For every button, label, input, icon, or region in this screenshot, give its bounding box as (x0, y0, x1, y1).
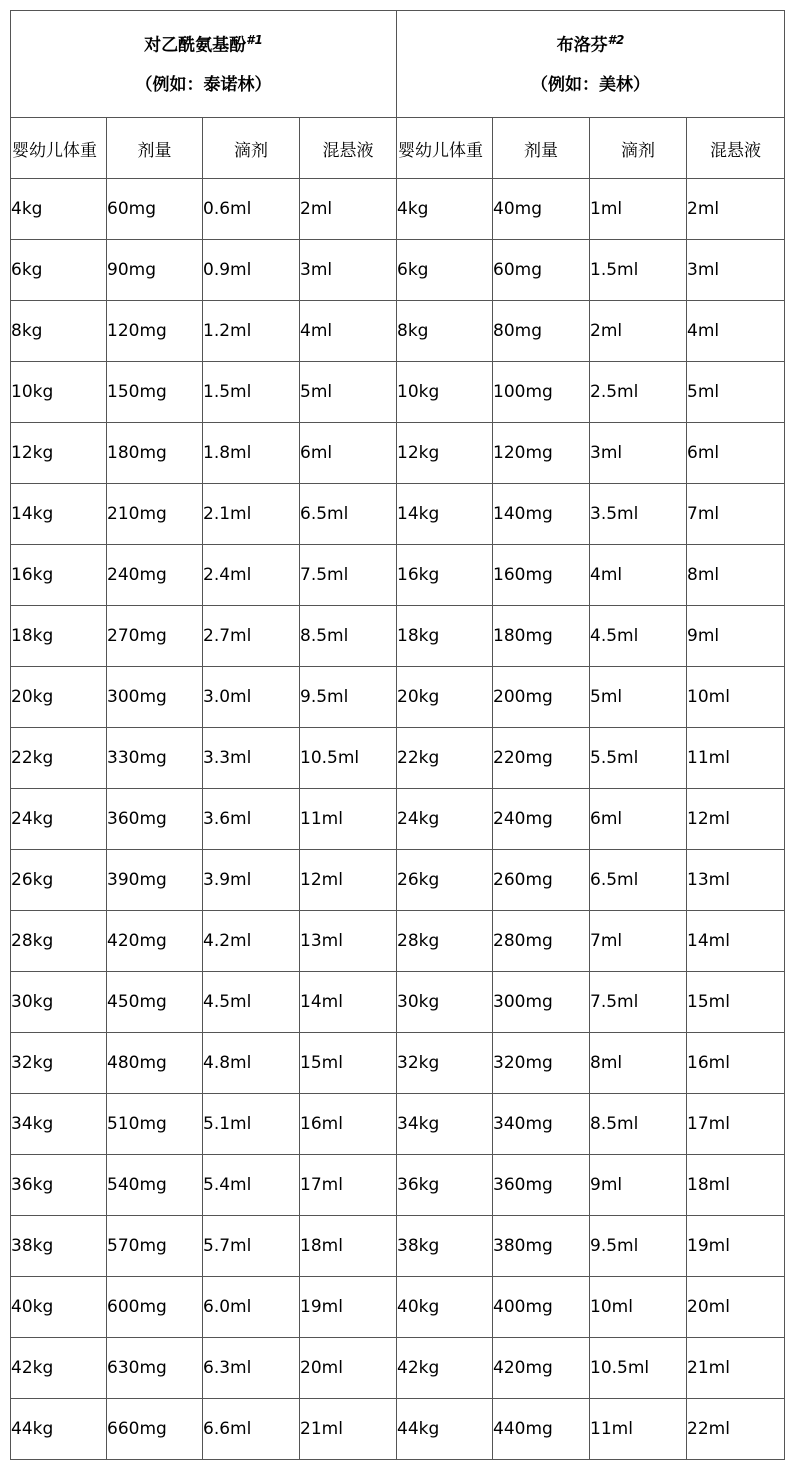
dose-cell: 120mg (493, 423, 590, 484)
dose-cell: 420mg (493, 1338, 590, 1399)
table-row (11, 545, 785, 606)
table-row (11, 1094, 785, 1155)
table-row (11, 728, 785, 789)
weight-cell: 36kg (11, 1155, 107, 1216)
dose-cell: 240mg (107, 545, 203, 606)
dose-cell: 120mg (107, 301, 203, 362)
drops-cell: 8ml (590, 1033, 687, 1094)
drug-example: （例如：泰诺林） (135, 74, 272, 95)
drops-cell: 3ml (590, 423, 687, 484)
table-row (11, 1216, 785, 1277)
weight-cell: 16kg (397, 545, 493, 606)
dose-cell: 330mg (107, 728, 203, 789)
weight-cell: 24kg (11, 789, 107, 850)
acetaminophen-header (11, 11, 397, 118)
weight-cell: 40kg (11, 1277, 107, 1338)
column-header-drops: 滴剂 (203, 118, 300, 179)
table-row (11, 972, 785, 1033)
weight-cell: 42kg (11, 1338, 107, 1399)
suspension-cell: 13ml (687, 850, 785, 911)
weight-cell: 36kg (397, 1155, 493, 1216)
suspension-cell: 15ml (300, 1033, 397, 1094)
drops-cell: 4.8ml (203, 1033, 300, 1094)
weight-cell: 38kg (397, 1216, 493, 1277)
table-row (11, 179, 785, 240)
table-row (11, 667, 785, 728)
drops-cell: 4.5ml (590, 606, 687, 667)
drops-cell: 3.3ml (203, 728, 300, 789)
dose-cell: 60mg (493, 240, 590, 301)
weight-cell: 10kg (11, 362, 107, 423)
suspension-cell: 22ml (687, 1399, 785, 1460)
weight-cell: 30kg (11, 972, 107, 1033)
dose-cell: 200mg (493, 667, 590, 728)
dose-cell: 210mg (107, 484, 203, 545)
drops-cell: 6.5ml (590, 850, 687, 911)
dose-cell: 570mg (107, 1216, 203, 1277)
weight-cell: 8kg (397, 301, 493, 362)
suspension-cell: 7.5ml (300, 545, 397, 606)
drops-cell: 5ml (590, 667, 687, 728)
dose-cell: 380mg (493, 1216, 590, 1277)
weight-cell: 34kg (11, 1094, 107, 1155)
weight-cell: 8kg (11, 301, 107, 362)
suspension-cell: 4ml (687, 301, 785, 362)
drops-cell: 6.0ml (203, 1277, 300, 1338)
weight-cell: 44kg (11, 1399, 107, 1460)
dose-cell: 630mg (107, 1338, 203, 1399)
drops-cell: 6ml (590, 789, 687, 850)
weight-cell: 4kg (397, 179, 493, 240)
table-row (11, 1033, 785, 1094)
drops-cell: 1.2ml (203, 301, 300, 362)
dose-cell: 160mg (493, 545, 590, 606)
dose-cell: 300mg (493, 972, 590, 1033)
drug-title: 对乙酰氨基酚$^{\#1}$ (144, 33, 263, 56)
drops-cell: 2.5ml (590, 362, 687, 423)
column-header-dose: 剂量 (107, 118, 203, 179)
suspension-cell: 13ml (300, 911, 397, 972)
drops-cell: 7ml (590, 911, 687, 972)
drops-cell: 3.9ml (203, 850, 300, 911)
table-row (11, 606, 785, 667)
weight-cell: 42kg (397, 1338, 493, 1399)
weight-cell: 32kg (397, 1033, 493, 1094)
drops-cell: 1ml (590, 179, 687, 240)
weight-cell: 28kg (397, 911, 493, 972)
weight-cell: 26kg (11, 850, 107, 911)
drops-cell: 5.1ml (203, 1094, 300, 1155)
dose-cell: 60mg (107, 179, 203, 240)
column-header-suspension: 混悬液 (687, 118, 785, 179)
dose-cell: 180mg (493, 606, 590, 667)
dose-cell: 140mg (493, 484, 590, 545)
weight-cell: 38kg (11, 1216, 107, 1277)
weight-cell: 20kg (397, 667, 493, 728)
drops-cell: 5.7ml (203, 1216, 300, 1277)
column-header-drops: 滴剂 (590, 118, 687, 179)
suspension-cell: 5ml (300, 362, 397, 423)
dose-cell: 450mg (107, 972, 203, 1033)
dose-cell: 280mg (493, 911, 590, 972)
weight-cell: 26kg (397, 850, 493, 911)
dose-cell: 540mg (107, 1155, 203, 1216)
suspension-cell: 3ml (687, 240, 785, 301)
weight-cell: 34kg (397, 1094, 493, 1155)
suspension-cell: 19ml (300, 1277, 397, 1338)
drops-cell: 6.6ml (203, 1399, 300, 1460)
table-row (11, 301, 785, 362)
drops-cell: 1.5ml (203, 362, 300, 423)
suspension-cell: 8ml (687, 545, 785, 606)
table-row (11, 362, 785, 423)
dose-cell: 420mg (107, 911, 203, 972)
drops-cell: 5.5ml (590, 728, 687, 789)
suspension-cell: 6.5ml (300, 484, 397, 545)
table-row (11, 1399, 785, 1460)
column-header-weight: 婴幼儿体重 (397, 118, 493, 179)
suspension-cell: 4ml (300, 301, 397, 362)
table-row (11, 789, 785, 850)
suspension-cell: 17ml (687, 1094, 785, 1155)
weight-cell: 30kg (397, 972, 493, 1033)
dosage-table (10, 10, 785, 1460)
suspension-cell: 18ml (300, 1216, 397, 1277)
dose-cell: 260mg (493, 850, 590, 911)
dose-cell: 440mg (493, 1399, 590, 1460)
drops-cell: 9ml (590, 1155, 687, 1216)
drops-cell: 4.5ml (203, 972, 300, 1033)
suspension-cell: 11ml (687, 728, 785, 789)
dose-cell: 150mg (107, 362, 203, 423)
drug-example: （例如：美林） (531, 74, 650, 95)
weight-cell: 44kg (397, 1399, 493, 1460)
drops-cell: 0.6ml (203, 179, 300, 240)
suspension-cell: 10ml (687, 667, 785, 728)
dose-cell: 600mg (107, 1277, 203, 1338)
weight-cell: 18kg (397, 606, 493, 667)
drops-cell: 2.1ml (203, 484, 300, 545)
table-row (11, 1338, 785, 1399)
dose-cell: 220mg (493, 728, 590, 789)
dose-cell: 80mg (493, 301, 590, 362)
suspension-cell: 8.5ml (300, 606, 397, 667)
suspension-cell: 21ml (687, 1338, 785, 1399)
drops-cell: 3.0ml (203, 667, 300, 728)
dose-cell: 660mg (107, 1399, 203, 1460)
weight-cell: 18kg (11, 606, 107, 667)
dose-cell: 270mg (107, 606, 203, 667)
dose-cell: 360mg (493, 1155, 590, 1216)
weight-cell: 20kg (11, 667, 107, 728)
suspension-cell: 20ml (687, 1277, 785, 1338)
drops-cell: 0.9ml (203, 240, 300, 301)
suspension-cell: 16ml (300, 1094, 397, 1155)
weight-cell: 40kg (397, 1277, 493, 1338)
suspension-cell: 20ml (300, 1338, 397, 1399)
drops-cell: 2.4ml (203, 545, 300, 606)
table-row (11, 1155, 785, 1216)
suspension-cell: 15ml (687, 972, 785, 1033)
column-header-weight: 婴幼儿体重 (11, 118, 107, 179)
drug-header-row (11, 11, 785, 118)
table-row (11, 911, 785, 972)
suspension-cell: 9ml (687, 606, 785, 667)
table-row (11, 423, 785, 484)
suspension-cell: 5ml (687, 362, 785, 423)
column-header-suspension: 混悬液 (300, 118, 397, 179)
dose-cell: 240mg (493, 789, 590, 850)
dose-cell: 360mg (107, 789, 203, 850)
weight-cell: 4kg (11, 179, 107, 240)
suspension-cell: 14ml (300, 972, 397, 1033)
suspension-cell: 14ml (687, 911, 785, 972)
weight-cell: 24kg (397, 789, 493, 850)
suspension-cell: 19ml (687, 1216, 785, 1277)
table-row (11, 850, 785, 911)
drops-cell: 3.6ml (203, 789, 300, 850)
dose-cell: 320mg (493, 1033, 590, 1094)
dose-cell: 100mg (493, 362, 590, 423)
suspension-cell: 6ml (687, 423, 785, 484)
drops-cell: 4ml (590, 545, 687, 606)
suspension-cell: 21ml (300, 1399, 397, 1460)
weight-cell: 10kg (397, 362, 493, 423)
dose-cell: 180mg (107, 423, 203, 484)
drops-cell: 1.8ml (203, 423, 300, 484)
dose-cell: 400mg (493, 1277, 590, 1338)
weight-cell: 12kg (11, 423, 107, 484)
suspension-cell: 2ml (687, 179, 785, 240)
weight-cell: 22kg (11, 728, 107, 789)
column-header-row (11, 118, 785, 179)
weight-cell: 6kg (397, 240, 493, 301)
suspension-cell: 7ml (687, 484, 785, 545)
drops-cell: 10.5ml (590, 1338, 687, 1399)
suspension-cell: 10.5ml (300, 728, 397, 789)
table-row (11, 484, 785, 545)
drops-cell: 2ml (590, 301, 687, 362)
drops-cell: 1.5ml (590, 240, 687, 301)
column-header-dose: 剂量 (493, 118, 590, 179)
drops-cell: 8.5ml (590, 1094, 687, 1155)
weight-cell: 28kg (11, 911, 107, 972)
suspension-cell: 11ml (300, 789, 397, 850)
drops-cell: 6.3ml (203, 1338, 300, 1399)
drug-title: 布洛芬$^{\#2}$ (556, 33, 625, 56)
dose-cell: 90mg (107, 240, 203, 301)
drops-cell: 10ml (590, 1277, 687, 1338)
dose-cell: 510mg (107, 1094, 203, 1155)
suspension-cell: 6ml (300, 423, 397, 484)
weight-cell: 14kg (11, 484, 107, 545)
suspension-cell: 16ml (687, 1033, 785, 1094)
drops-cell: 5.4ml (203, 1155, 300, 1216)
suspension-cell: 2ml (300, 179, 397, 240)
suspension-cell: 17ml (300, 1155, 397, 1216)
drops-cell: 11ml (590, 1399, 687, 1460)
dose-cell: 40mg (493, 179, 590, 240)
ibuprofen-header (397, 11, 785, 118)
drops-cell: 7.5ml (590, 972, 687, 1033)
drops-cell: 2.7ml (203, 606, 300, 667)
suspension-cell: 18ml (687, 1155, 785, 1216)
dosage-table-body (11, 179, 785, 1460)
dose-cell: 340mg (493, 1094, 590, 1155)
dose-cell: 390mg (107, 850, 203, 911)
weight-cell: 14kg (397, 484, 493, 545)
drops-cell: 3.5ml (590, 484, 687, 545)
dose-cell: 300mg (107, 667, 203, 728)
weight-cell: 6kg (11, 240, 107, 301)
table-row (11, 1277, 785, 1338)
weight-cell: 16kg (11, 545, 107, 606)
suspension-cell: 9.5ml (300, 667, 397, 728)
weight-cell: 22kg (397, 728, 493, 789)
weight-cell: 12kg (397, 423, 493, 484)
drops-cell: 4.2ml (203, 911, 300, 972)
suspension-cell: 12ml (300, 850, 397, 911)
dose-cell: 480mg (107, 1033, 203, 1094)
weight-cell: 32kg (11, 1033, 107, 1094)
drops-cell: 9.5ml (590, 1216, 687, 1277)
table-row (11, 240, 785, 301)
suspension-cell: 3ml (300, 240, 397, 301)
suspension-cell: 12ml (687, 789, 785, 850)
